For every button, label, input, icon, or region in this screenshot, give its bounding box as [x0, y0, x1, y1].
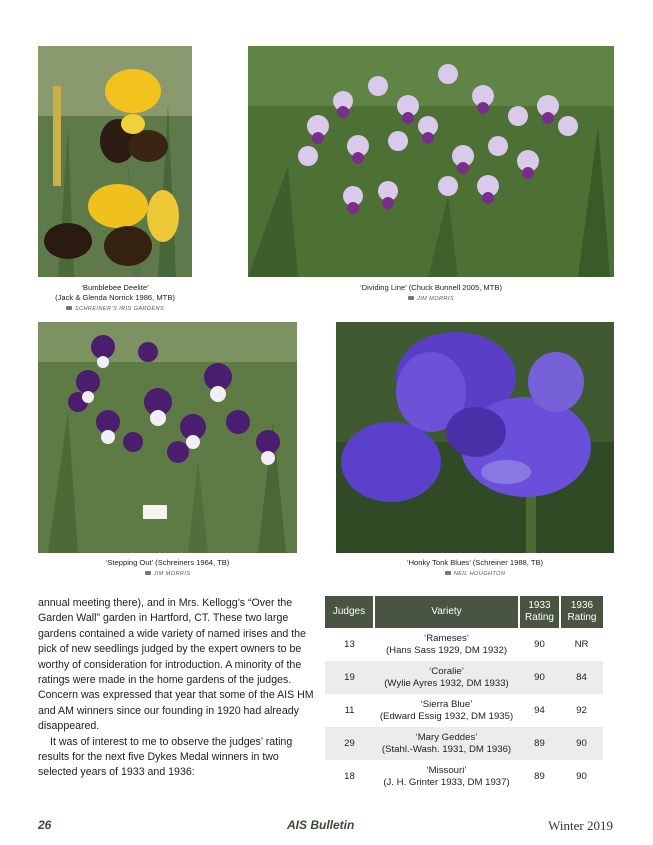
cell-judges: 13	[344, 638, 355, 650]
photo-credit	[248, 294, 614, 304]
photo-dividing-line	[248, 46, 614, 277]
credit-text: JIM MORRIS	[153, 571, 191, 577]
photo-stepping-out	[38, 322, 297, 553]
header-1933-rating: 1933 Rating	[519, 596, 560, 628]
photo-credit	[38, 569, 297, 579]
credit-text: SCHREINER’S IRIS GARDENS	[74, 306, 165, 312]
camera-icon	[66, 306, 72, 310]
header-1936-rating: 1936 Rating	[560, 596, 603, 628]
cell-1933: 89	[519, 727, 560, 760]
caption-detail: (Jack & Glenda Norrick 1986, MTB)	[55, 293, 175, 302]
camera-icon	[145, 571, 151, 575]
caption-title: ‘Bumblebee Deelite’	[81, 283, 149, 292]
page-number: 26	[38, 818, 52, 832]
cell-1936: NR	[574, 638, 589, 650]
article-body	[38, 596, 316, 781]
cell-judges: 29	[325, 727, 374, 760]
caption-title: ‘Stepping Out’ (Schreiners 1964, TB)	[105, 558, 230, 567]
credit-text: JIM MORRIS	[417, 296, 454, 302]
publication-title: AIS Bulletin	[287, 818, 355, 832]
caption-stepping-out	[38, 558, 297, 579]
header-variety: Variety	[374, 596, 519, 628]
cell-variety: ‘Rameses’ (Hans Sass 1929, DM 1932)	[385, 632, 508, 656]
cell-1936: 90	[576, 770, 587, 782]
cell-variety: ‘Mary Geddes’ (Stahl.-Wash. 1931, DM 1936)	[374, 727, 519, 760]
table-header-row	[325, 596, 603, 628]
body-paragraph-1: annual meeting there), and in Mrs. Kellogg’s “Over the Garden Wall” garden in Hartford, CT. These two large gardens contained a wide variety of named irises and the pick of new seedlings judged by the expert owners to be worthy of consideration for introduction. A minority of the ratings were made in the home gardens of the judges. Concern was expressed that year that some of the AIS HM and AM winners since our founding in 1920 had already disappeared.	[38, 597, 314, 733]
table-row	[325, 694, 603, 727]
cell-variety: ‘Missouri’ (J. H. Grinter 1933, DM 1937)	[383, 764, 510, 788]
cell-variety: ‘Coralie’ (Wylie Ayres 1932, DM 1933)	[374, 661, 519, 694]
issue-date: Winter 2019	[548, 818, 613, 833]
cell-1936: 90	[560, 727, 603, 760]
cell-1933: 90	[519, 661, 560, 694]
photo-bumblebee-deelite	[38, 46, 192, 277]
cell-1933: 94	[534, 704, 545, 716]
cell-1936: 92	[576, 704, 587, 716]
camera-icon	[408, 296, 414, 300]
ratings-table	[325, 596, 603, 793]
cell-1936: 84	[560, 661, 603, 694]
caption-title: ‘Honky Tonk Blues’ (Schreiner 1988, TB)	[406, 558, 544, 567]
caption-bumblebee-deelite	[38, 283, 192, 314]
body-paragraph-2: It was of interest to me to observe the judges’ rating results for the next five Dykes Medal winners in two selected years of 1933 and 1936:	[38, 735, 293, 779]
credit-text: NEIL HOUGHTON	[453, 571, 506, 577]
table-row	[325, 760, 603, 793]
header-judges: Judges	[325, 596, 374, 628]
photo-honky-tonk-blues	[336, 322, 614, 553]
photo-credit	[38, 304, 192, 314]
cell-judges: 19	[325, 661, 374, 694]
caption-honky-tonk-blues	[336, 558, 614, 579]
cell-1933: 90	[534, 638, 545, 650]
caption-title: ‘Dividing Line’ (Chuck Bunnell 2005, MTB)	[360, 283, 502, 292]
table-row	[325, 727, 603, 760]
table-row	[325, 628, 603, 661]
caption-dividing-line	[248, 283, 614, 304]
cell-1933: 89	[534, 770, 545, 782]
cell-variety: ‘Sierra Blue’ (Edward Essig 1932, DM 1935)	[379, 698, 514, 722]
camera-icon	[445, 571, 451, 575]
photo-credit	[336, 569, 614, 579]
table-row	[325, 661, 603, 694]
cell-judges: 18	[344, 770, 355, 782]
cell-judges: 11	[344, 704, 355, 716]
